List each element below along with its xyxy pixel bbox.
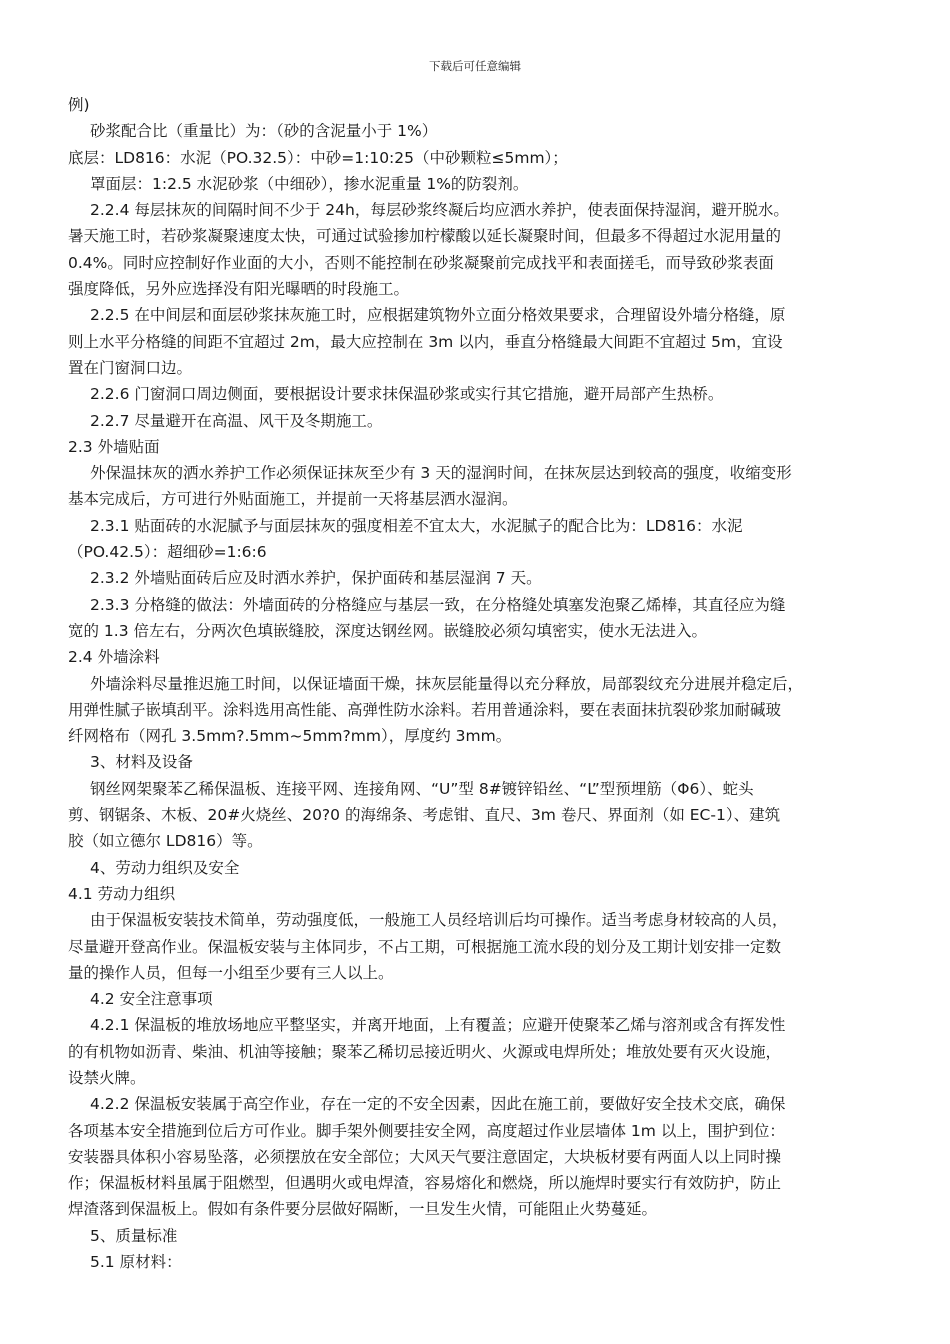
text-line: 作；保温板材料虽属于阻燃型，但遇明火或电焊渣，容易熔化和燃烧，所以施焊时要实行有效防护，防止 bbox=[68, 1174, 782, 1193]
text-line: 外墙涂料尽量推迟施工时间，以保证墙面干燥，抹灰层能量得以充分释放，局部裂纹充分进展并稳定后， bbox=[90, 674, 804, 693]
text-line: 4、劳动力组织及安全 bbox=[90, 858, 240, 877]
text-line: 2.2.4 每层抹灰的间隔时间不少于 24h，每层砂浆终凝后均应洒水养护，使表面保持湿润，避开脱水。 bbox=[90, 201, 789, 220]
text-line: 尽量避开登高作业。保温板安装与主体同步，不占工期，可根据施工流水段的划分及工期计划安排一定数 bbox=[68, 937, 782, 956]
text-line: 底层：LD816：水泥（PO.32.5）：中砂=1:10:25（中砂颗粒≤5mm）； bbox=[68, 148, 568, 167]
text-line: 4.2.2 保温板安装属于高空作业，存在一定的不安全因素，因此在施工前，要做好安全技术交底，确保 bbox=[90, 1095, 786, 1114]
text-line: 胶（如立德尔 LD816）等。 bbox=[68, 832, 263, 851]
text-line: 罩面层：1:2.5 水泥砂浆（中细砂），掺水泥重量 1%的防裂剂。 bbox=[90, 174, 529, 193]
text-line: 2.4 外墙涂料 bbox=[68, 648, 160, 667]
text-line: 纤网格布（网孔 3.5mm?.5mm~5mm?mm），厚度约 3mm。 bbox=[68, 727, 512, 746]
text-line: 暑天施工时，若砂浆凝聚速度太快，可通过试验掺加柠檬酸以延长凝聚时间，但最多不得超过水泥用量的 bbox=[68, 227, 782, 246]
text-line: 4.2 安全注意事项 bbox=[90, 990, 213, 1009]
text-line: 由于保温板安装技术简单，劳动强度低，一般施工人员经培训后均可操作。适当考虑身材较高的人员， bbox=[90, 911, 788, 930]
text-line: （PO.42.5）：超细砂=1:6:6 bbox=[68, 543, 267, 562]
text-line: 3、材料及设备 bbox=[90, 753, 193, 772]
text-line: 量的操作人员，但每一小组至少要有三人以上。 bbox=[68, 963, 394, 982]
text-line: 则上水平分格缝的间距不宜超过 2m，最大应控制在 3m 以内，垂直分格缝最大间距不宜超过 5m，宜设 bbox=[68, 332, 783, 351]
text-line: 用弹性腻子嵌填刮平。涂料选用高性能、高弹性防水涂料。若用普通涂料，要在表面抹抗裂砂浆加耐碱玻 bbox=[68, 700, 782, 719]
text-line: 的有机物如沥青、柴油、机油等接触；聚苯乙稀切忌接近明火、火源或电焊所处；堆放处要有灭火设施， bbox=[68, 1042, 782, 1061]
text-line: 0.4%。同时应控制好作业面的大小，否则不能控制在砂浆凝聚前完成找平和表面搓毛，而导致砂浆表面 bbox=[68, 253, 774, 272]
text-line: 2.2.7 尽量避开在高温、风干及冬期施工。 bbox=[90, 411, 383, 430]
text-line: 2.3 外墙贴面 bbox=[68, 437, 160, 456]
text-line: 强度降低，另外应选择没有阳光曝晒的时段施工。 bbox=[68, 280, 410, 299]
text-line: 钢丝网架聚苯乙稀保温板、连接平网、连接角网、“U”型 8#镀锌铅丝、“L”型预埋筋（Φ6）、蛇头 bbox=[90, 779, 754, 798]
text-line: 各项基本安全措施到位后方可作业。脚手架外侧要挂安全网，高度超过作业层墙体 1m 以上，围护到位： bbox=[68, 1121, 785, 1140]
text-line: 2.2.5 在中间层和面层砂浆抹灰施工时，应根据建筑物外立面分格效果要求，合理留设外墙分格缝，原 bbox=[90, 306, 786, 325]
text-line: 置在门窗洞口边。 bbox=[68, 358, 193, 377]
text-line: 2.3.2 外墙贴面砖后应及时洒水养护，保护面砖和基层湿润 7 天。 bbox=[90, 569, 542, 588]
text-line: 5.1 原材料： bbox=[90, 1253, 182, 1272]
text-line: 剪、钢锯条、木板、20#火烧丝、20?0 的海绵条、考虑钳、直尺、3m 卷尺、界面剂（如 EC-1）、建筑 bbox=[68, 806, 781, 825]
text-line: 外保温抹灰的洒水养护工作必须保证抹灰至少有 3 天的湿润时间，在抹灰层达到较高的强度，收缩变形 bbox=[90, 464, 792, 483]
text-line: 4.2.1 保温板的堆放场地应平整坚实，并离开地面，上有覆盖；应避开使聚苯乙烯与溶剂或含有挥发性 bbox=[90, 1016, 786, 1035]
document-body bbox=[68, 92, 884, 1275]
page-header: 下载后可任意编辑 bbox=[429, 59, 521, 73]
text-line: 2.2.6 门窗洞口周边侧面，要根据设计要求抹保温砂浆或实行其它措施，避开局部产生热桥。 bbox=[90, 385, 724, 404]
text-line: 例) bbox=[68, 96, 90, 114]
text-line: 5、质量标准 bbox=[90, 1226, 178, 1245]
text-line: 基本完成后，方可进行外贴面施工，并提前一天将基层洒水湿润。 bbox=[68, 490, 518, 509]
text-line: 宽的 1.3 倍左右，分两次色填嵌缝胶，深度达钢丝网。嵌缝胶必须勾填密实，使水无法进入。 bbox=[68, 621, 708, 640]
text-line: 焊渣落到保温板上。假如有条件要分层做好隔断，一旦发生火情，可能阻止火势蔓延。 bbox=[68, 1200, 658, 1219]
text-line: 4.1 劳动力组织 bbox=[68, 884, 176, 903]
text-line: 安装器具体积小容易坠落，必须摆放在安全部位；大风天气要注意固定，大块板材要有两面人以上同时操 bbox=[68, 1147, 782, 1166]
text-line: 2.3.3 分格缝的做法：外墙面砖的分格缝应与基层一致，在分格缝处填塞发泡聚乙烯棒，其直径应为缝 bbox=[90, 595, 786, 614]
text-line: 设禁火牌。 bbox=[68, 1068, 146, 1087]
text-line: 砂浆配合比（重量比）为：（砂的含泥量小于 1%） bbox=[90, 122, 438, 141]
text-line: 2.3.1 贴面砖的水泥腻予与面层抹灰的强度相差不宜太大，水泥腻子的配合比为：LD816：水泥 bbox=[90, 516, 743, 535]
